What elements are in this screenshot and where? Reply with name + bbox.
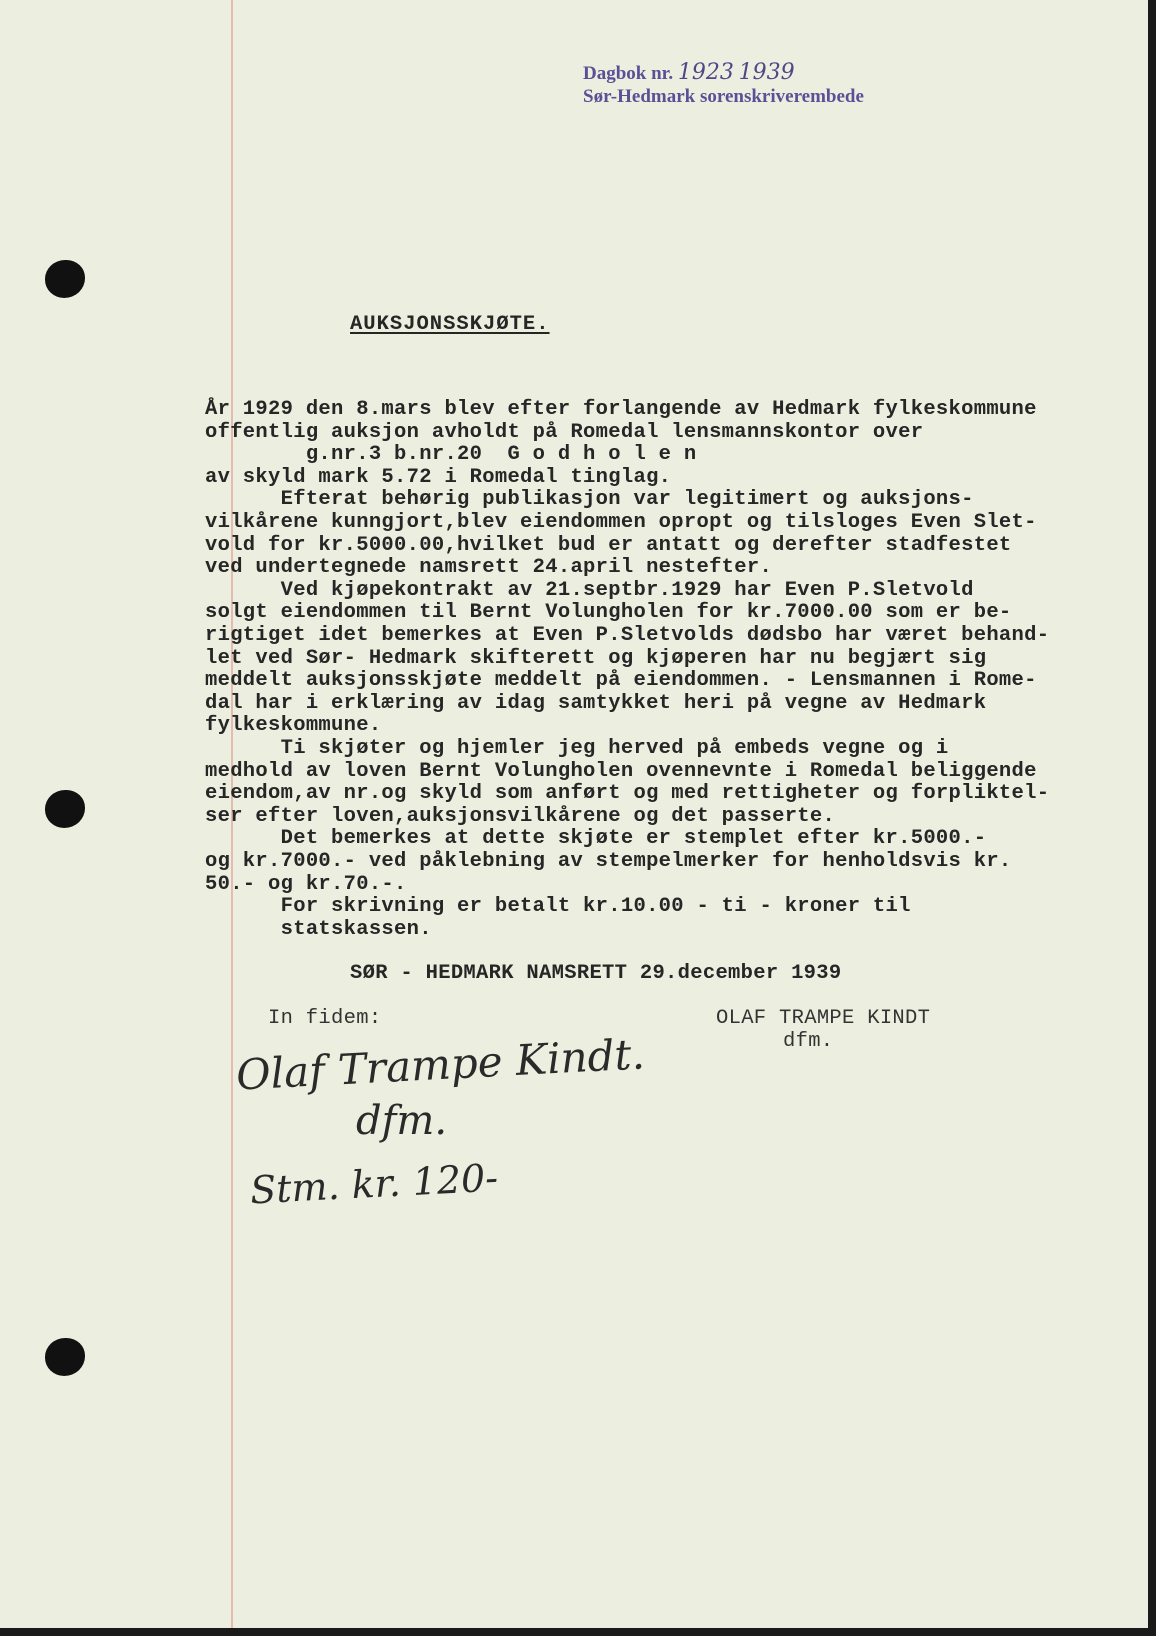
body-line: rigtiget idet bemerkes at Even P.Sletvolds dødsbo har været behand- [205, 624, 1050, 647]
body-line: dal har i erklæring av idag samtykket heri på vegne av Hedmark [205, 691, 987, 715]
body-line: medhold av loven Bernt Volungholen ovennevnte i Romedal beliggende [205, 759, 1037, 783]
stamp-year: 1939 [738, 60, 795, 85]
body-line: År 1929 den 8.mars blev efter forlangende av Hedmark fylkeskommune [205, 398, 1037, 421]
body-line: og kr.7000.- ved påklebning av stempelmerker for henholdsvis kr. [205, 850, 1012, 873]
body-line: 50.- og kr.70.-. [205, 872, 407, 896]
signer-name: OLAF TRAMPE KINDT [716, 1007, 931, 1030]
body-line: vold for kr.5000.00,hvilket bud er antatt og derefter stadfestet [205, 533, 1012, 557]
body-line: offentlig auksjon avholdt på Romedal lensmannskontor over [205, 420, 924, 444]
body-line: Ti skjøter og hjemler jeg herved på embeds vegne og i [205, 737, 949, 760]
body-line: Efterat behørig publikasjon var legitimert og auksjons- [205, 488, 974, 512]
handwritten-signature: Olaf Trampe Kindt. [234, 1029, 646, 1100]
document-title: AUKSJONSSKJØTE. [350, 313, 550, 336]
diary-stamp-line2: Sør-Hedmark sorenskriverembede [583, 86, 864, 107]
body-line: For skrivning er betalt kr.10.00 - ti - kroner til [205, 895, 911, 919]
body-line: vilkårene kunngjort,blev eiendommen opropt og tilsloges Even Slet- [205, 511, 1037, 534]
body-line: eiendom,av nr.og skyld som anført og med rettigheter og forpliktel- [205, 782, 1050, 806]
body-line: let ved Sør- Hedmark skifterett og kjøperen har nu begjært sig [205, 646, 987, 670]
court-line: SØR - HEDMARK NAMSRETT 29.december 1939 [350, 962, 842, 985]
punch-hole-middle [45, 790, 85, 828]
body-line: ved undertegnede namsrett 24.april nestefter. [205, 556, 773, 580]
body-line: av skyld mark 5.72 i Romedal tinglag. [205, 465, 672, 489]
stamp-number: 1923 [677, 60, 734, 85]
body-line: statskassen. [205, 917, 432, 941]
handwritten-stamp-fee: Stm. kr. 120- [249, 1155, 500, 1213]
in-fidem-label: In fidem: [268, 1007, 382, 1030]
diary-stamp-line1 [583, 60, 795, 85]
body-line: Det bemerkes at dette skjøte er stemplet efter kr.5000.- [205, 827, 987, 851]
signer-title: dfm. [783, 1030, 834, 1053]
punch-hole-top [45, 260, 85, 298]
body-line: meddelt auksjonsskjøte meddelt på eiendommen. - Lensmannen i Rome- [205, 669, 1037, 693]
stamp-prefix: Dagbok nr. [583, 63, 674, 84]
handwritten-title: dfm. [356, 1098, 448, 1144]
body-line: fylkeskommune. [205, 714, 382, 738]
body-line: solgt eiendommen til Bernt Volungholen for kr.7000.00 som er be- [205, 601, 1012, 625]
body-line: g.nr.3 b.nr.20 G o d h o l e n [205, 443, 697, 467]
body-line: Ved kjøpekontrakt av 21.septbr.1929 har Even P.Sletvold [205, 578, 974, 602]
body-line: ser efter loven,auksjonsvilkårene og det passerte. [205, 804, 836, 828]
punch-hole-bottom [45, 1338, 85, 1376]
